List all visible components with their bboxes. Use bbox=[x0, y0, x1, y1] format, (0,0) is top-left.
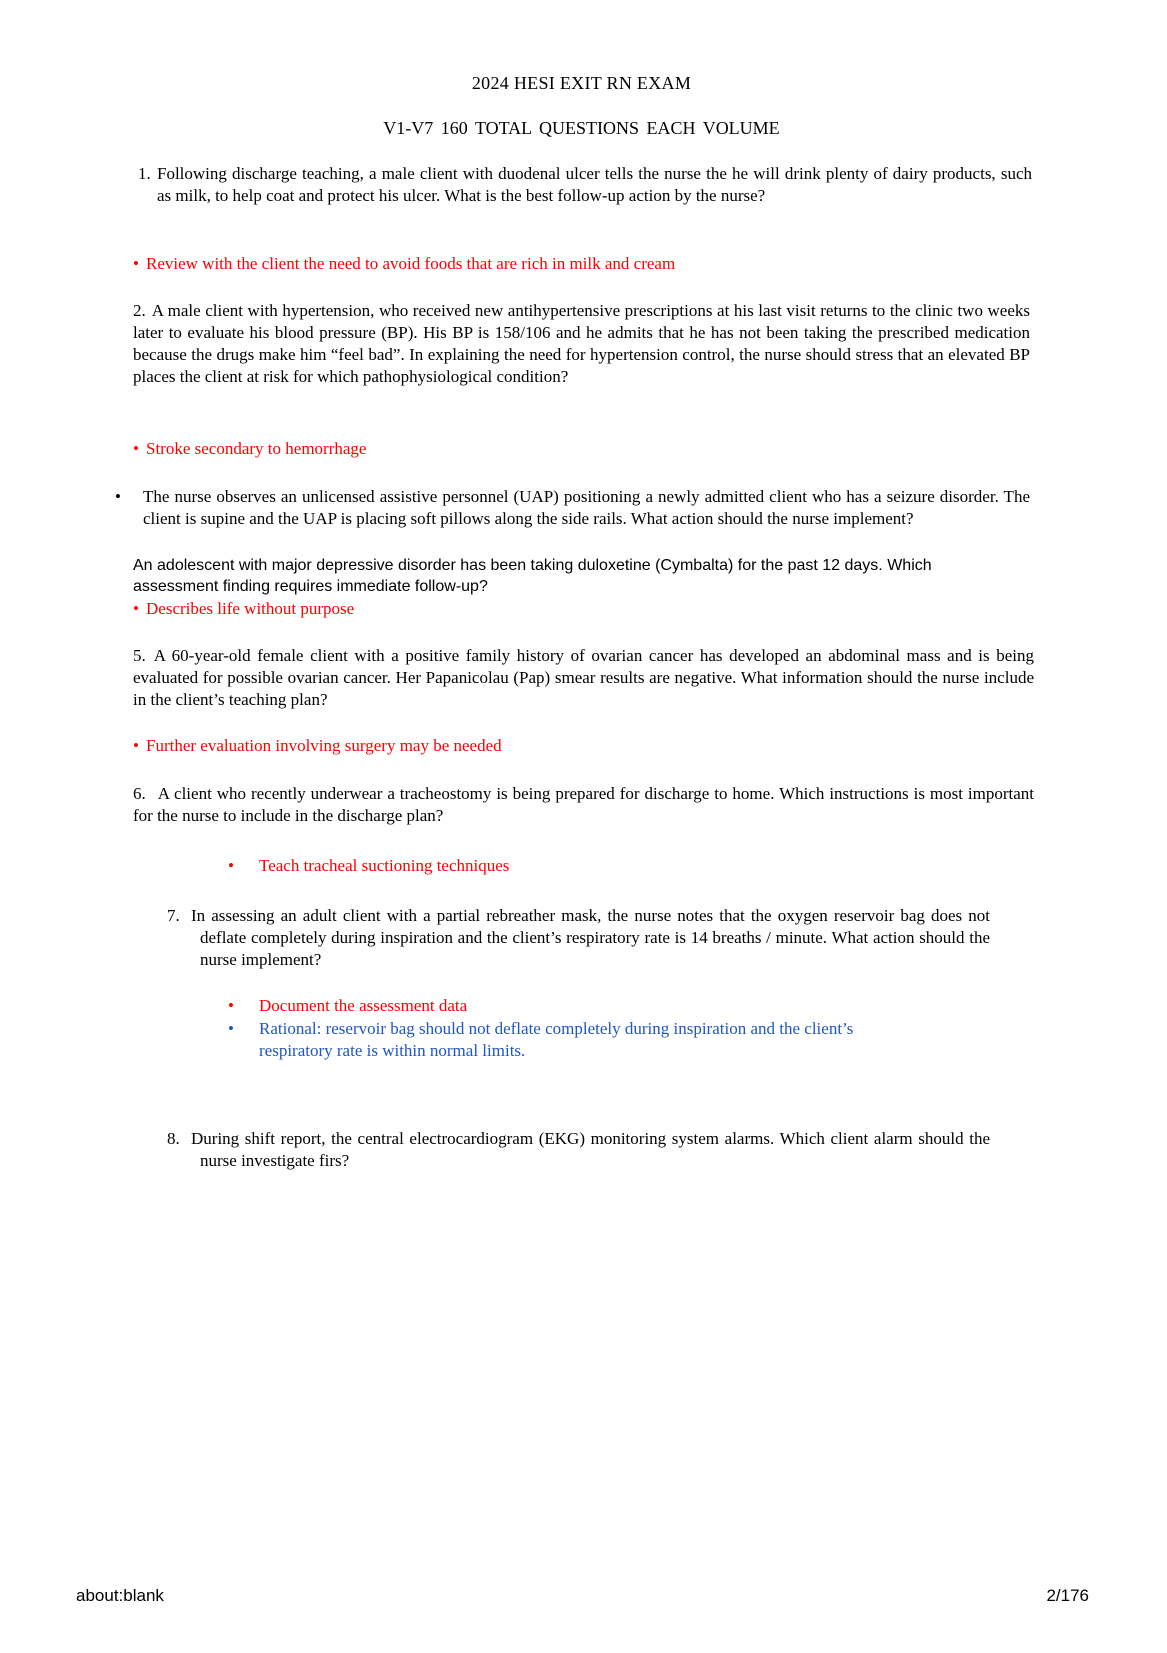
answer-2-text: Stroke secondary to hemorrhage bbox=[146, 439, 367, 458]
answer-7 bbox=[228, 995, 1030, 1017]
answer-6 bbox=[228, 855, 1030, 877]
question-5-number: 5. bbox=[133, 646, 146, 665]
question-1-text: Following discharge teaching, a male client with duodenal ulcer tells the nurse the he will drink plenty of dairy products, such as milk, to help coat and protect his ulcer. What is the best follow-up action by the nurse? bbox=[157, 164, 1032, 205]
question-2-number: 2. bbox=[133, 301, 146, 320]
question-3-text: The nurse observes an unlicensed assistive personnel (UAP) positioning a newly admitted client who has a seizure disorder. The client is supine and the UAP is placing soft pillows along the side rails. What action should the nurse implement? bbox=[143, 487, 1030, 528]
answer-6-text: Teach tracheal suctioning techniques bbox=[259, 856, 510, 875]
question-5 bbox=[133, 645, 1034, 711]
question-6-text: A client who recently underwear a tracheostomy is being prepared for discharge to home. Which instructions is most important for the nurse to include in the discharge plan? bbox=[133, 784, 1034, 825]
answer-7-rationale bbox=[228, 1018, 904, 1062]
question-6 bbox=[133, 783, 1034, 827]
question-3 bbox=[115, 486, 1030, 530]
question-7 bbox=[167, 905, 990, 971]
answer-4 bbox=[133, 598, 1030, 620]
bullet-icon: • bbox=[228, 1019, 234, 1038]
answer-5-text: Further evaluation involving surgery may be needed bbox=[146, 736, 502, 755]
bullet-icon: • bbox=[228, 996, 234, 1015]
question-1 bbox=[138, 163, 1032, 207]
question-7-number: 7. bbox=[167, 906, 180, 925]
answer-1 bbox=[133, 253, 1030, 275]
question-6-number: 6. bbox=[133, 784, 146, 803]
bullet-icon: • bbox=[115, 487, 121, 506]
answer-1-text: Review with the client the need to avoid foods that are rich in milk and cream bbox=[146, 254, 676, 273]
bullet-icon: • bbox=[133, 599, 139, 618]
bullet-icon: • bbox=[133, 439, 139, 458]
answer-2 bbox=[133, 438, 1030, 460]
bullet-icon: • bbox=[133, 736, 139, 755]
question-8-number: 8. bbox=[167, 1129, 180, 1148]
answer-7-text: Document the assessment data bbox=[259, 996, 468, 1015]
answer-7-rationale-text: Rational: reservoir bag should not deflate completely during inspiration and the client’s respiratory rate is within normal limits. bbox=[259, 1019, 854, 1060]
question-4: An adolescent with major depressive disorder has been taking duloxetine (Cymbalta) for the past 12 days. Which assessment finding requires immediate follow-up? bbox=[133, 557, 932, 595]
question-5-text: A 60-year-old female client with a positive family history of ovarian cancer has developed an abdominal mass and is being evaluated for possible ovarian cancer. Her Papanicolau (Pap) smear results are negative. What information should the nurse include in the client’s teaching plan? bbox=[133, 646, 1034, 709]
footer-page-number: 2/176 bbox=[1046, 1586, 1089, 1605]
question-8 bbox=[167, 1128, 990, 1172]
bullet-icon: • bbox=[133, 254, 139, 273]
question-2-text: A male client with hypertension, who received new antihypertensive prescriptions at his last visit returns to the clinic two weeks later to evaluate his blood pressure (BP). His BP is 158/106 and he admits that he has not been taking the prescribed medication because the drugs make him “feel bad”. In explaining the need for hypertension control, the nurse should stress that an elevated BP places the client at risk for which pathophysiological condition? bbox=[133, 301, 1030, 386]
document-title: 2024 HESI EXIT RN EXAM bbox=[471, 73, 692, 93]
question-8-text: During shift report, the central electrocardiogram (EKG) monitoring system alarms. Which client alarm should the nurse investigate firs? bbox=[191, 1129, 990, 1170]
document-subtitle: V1-V7 160 TOTAL QUESTIONS EACH VOLUME bbox=[383, 118, 780, 138]
footer-url: about:blank bbox=[76, 1586, 164, 1605]
question-7-text: In assessing an adult client with a partial rebreather mask, the nurse notes that the oxygen reservoir bag does not deflate completely during inspiration and the client’s respiratory rate is 14 breaths / minute. What action should the nurse implement? bbox=[191, 906, 990, 969]
answer-5 bbox=[133, 735, 1030, 757]
answer-4-text: Describes life without purpose bbox=[146, 599, 355, 618]
bullet-icon: • bbox=[228, 856, 234, 875]
question-1-number: 1. bbox=[138, 164, 151, 183]
question-2 bbox=[133, 300, 1030, 388]
